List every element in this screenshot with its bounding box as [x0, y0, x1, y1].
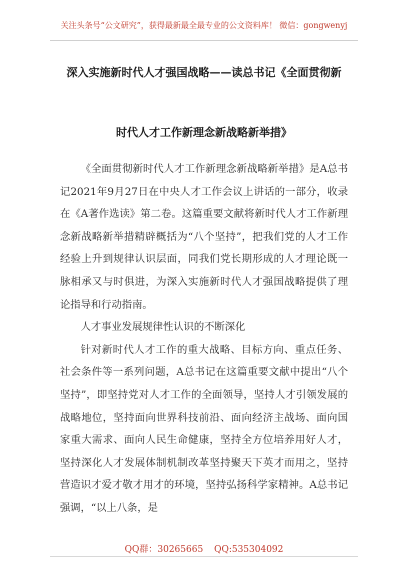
document-title-line-2: 时代人才工作新理念新战略新举措》 [116, 126, 292, 139]
header-divider [50, 40, 358, 41]
header-banner: 关注头条号“公文研究”，获得最新最全最专业的公文资料库！ 微信：gongwenyj [60, 21, 348, 30]
footer-contact [0, 542, 408, 555]
section-subheading: 人才事业发展规律性认识的不断深化 [80, 321, 246, 334]
body-paragraph-2: 针对新时代人才工作的重大战略、目标方向、重点任务、社会条件等一系列问题，A总书记在这篇重要文献中提出“八个坚持”，即坚持党对人才工作的全面领导，坚持人才引领发展的战略地位，坚持面向世界科技前沿、面向经济主战场、面向国家重大需求、面向人民生命健康，坚持全方位培养用好人才，坚持深化人才发展体制机制改革坚持聚天下英才而用之，坚持营造识才爱才敬才用才的环境，坚持弘扬科学家精神。A总书记强调，“以上八条，是 [60, 343, 348, 514]
footer-qq-group: QQ群：30265665 [124, 545, 204, 555]
body-paragraph-1: 《全面贯彻新时代人才工作新理念新战略新举措》是A总书记2021年9月27日在中央人才工作会议上讲话的一部分，收录在《A著作选读》第二卷。这篇重要文献将新时代人才工作新理念新战略新举措精辟概括为“八个坚持”，把我们党的人才工作经验上升到规律认识层面，同我们党长期形成的人才理论既一脉相承又与时俱进，为深入实施新时代人才强国战略提供了理论指导和行动指南。 [60, 163, 348, 311]
footer-divider [50, 556, 358, 557]
footer-qq-number: QQ:535304092 [214, 545, 284, 555]
document-title-line-1: 深入实施新时代人才强国战略——读总书记《全面贯彻新 [66, 66, 342, 79]
document-body [60, 158, 348, 520]
